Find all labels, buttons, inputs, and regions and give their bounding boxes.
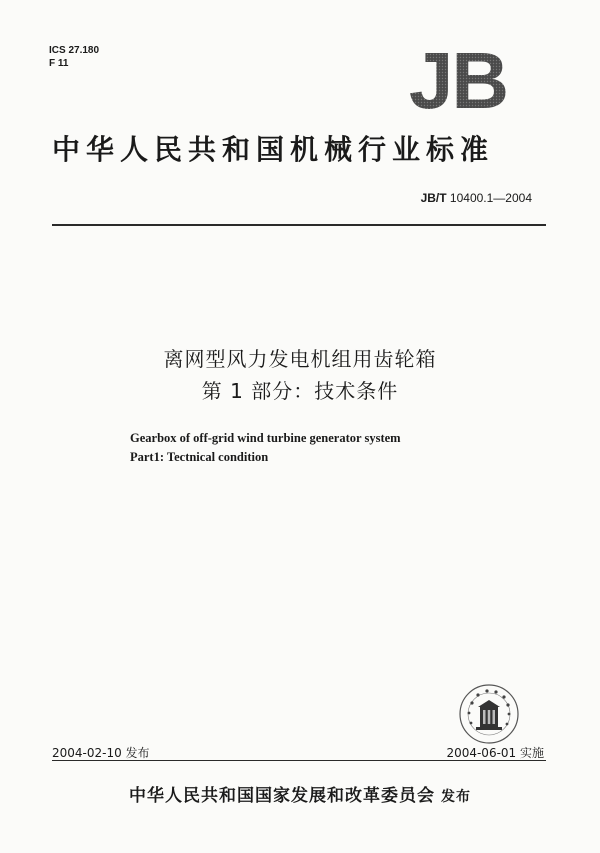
document-title-cn-line1: 离网型风力发电机组用齿轮箱 bbox=[163, 347, 437, 371]
issue-date: 2004-02-10 发布 bbox=[52, 746, 150, 760]
publisher-name: 中华人民共和国国家发展和改革委员会 bbox=[129, 786, 435, 806]
standard-number bbox=[421, 191, 532, 205]
standard-number-prefix: JB/T bbox=[420, 191, 447, 205]
jb-logo bbox=[402, 44, 514, 114]
jb-logo-text: JB bbox=[408, 44, 508, 114]
jb-logo-graphic bbox=[402, 44, 514, 114]
document-title-cn-line2: 第 1 部分：技术条件 bbox=[201, 379, 399, 403]
seal-emblem-icon bbox=[458, 683, 520, 745]
ccs-code: F 11 bbox=[49, 58, 69, 69]
standard-title: 中华人民共和国机械行业标准 bbox=[52, 133, 495, 166]
ics-classification bbox=[49, 44, 99, 70]
standard-number-value: 10400.1—2004 bbox=[449, 191, 532, 205]
document-title-en-line1: Gearbox of off-grid wind turbine generator system bbox=[130, 431, 401, 445]
footer-divider bbox=[52, 760, 546, 761]
document-title-en-line2: Part1: Tectnical condition bbox=[130, 450, 269, 464]
ics-code: ICS 27.180 bbox=[49, 45, 100, 56]
implementation-date: 2004-06-01 实施 bbox=[446, 746, 544, 760]
header-divider bbox=[52, 224, 546, 226]
publisher-suffix: 发布 bbox=[441, 789, 471, 805]
publisher-line bbox=[0, 781, 600, 806]
publisher-seal bbox=[458, 683, 520, 745]
